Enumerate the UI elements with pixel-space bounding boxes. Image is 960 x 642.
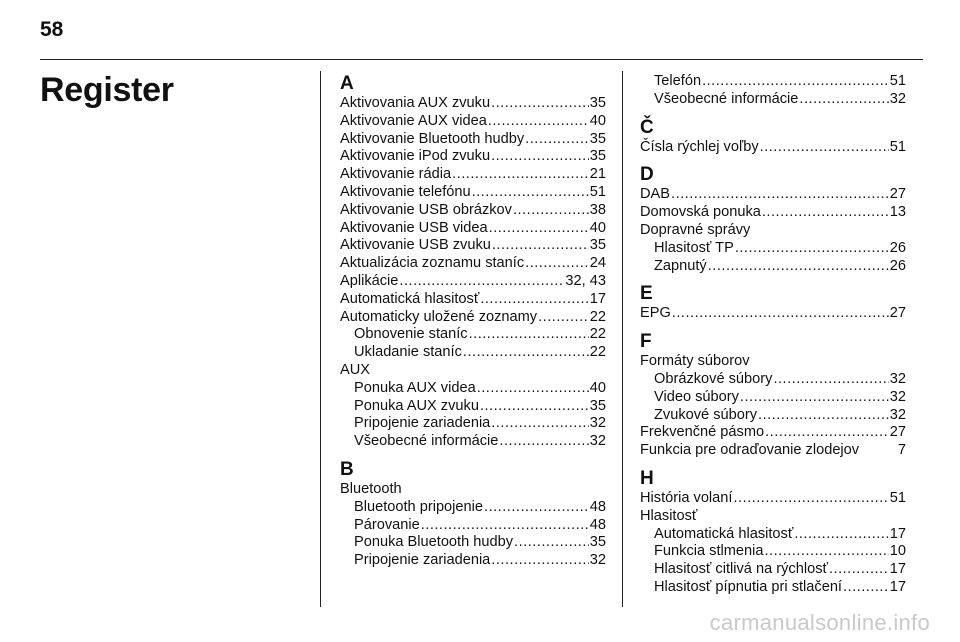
- entry-label: Aktivovanie AUX videa: [340, 112, 487, 129]
- index-subentry: [640, 240, 906, 258]
- index-subentry: [640, 371, 906, 389]
- index-entry: [640, 186, 906, 204]
- entry-page-number: 35: [589, 130, 606, 147]
- entry-page-number: 22: [589, 344, 606, 361]
- entry-label: Aplikácie: [340, 272, 399, 289]
- entry-label: Video súbory: [654, 388, 739, 405]
- entry-label: Hlasitosť TP: [654, 239, 734, 256]
- index-letter-heading: D: [640, 164, 654, 186]
- entry-label: Zapnutý: [654, 257, 707, 274]
- dot-leader: [499, 433, 588, 451]
- entry-page-number: 26: [889, 239, 906, 256]
- watermark: carmanualsonline.info: [709, 610, 930, 635]
- entry-label: Formáty súborov: [640, 353, 750, 370]
- dot-leader: [492, 237, 589, 255]
- entry-label: Automaticky uložené zoznamy: [340, 308, 538, 325]
- entry-page-number: 22: [589, 308, 606, 325]
- dot-leader: [480, 398, 589, 416]
- entry-label: Párovanie: [354, 516, 420, 533]
- entry-label: Bluetooth pripojenie: [354, 498, 484, 515]
- entry-label: Obnovenie staníc: [354, 326, 468, 343]
- entry-label: Pripojenie zariadenia: [354, 552, 491, 569]
- dot-leader: [733, 490, 888, 508]
- dot-leader: [740, 389, 889, 407]
- dot-leader: [765, 543, 889, 561]
- entry-page-number: 48: [589, 516, 606, 533]
- entry-label: Aktivovanie USB videa: [340, 219, 488, 236]
- index-letter-heading: Č: [640, 116, 654, 138]
- entry-label: Domovská ponuka: [640, 204, 761, 221]
- dot-leader: [672, 305, 889, 323]
- entry-label: Aktualizácia zoznamu staníc: [340, 255, 525, 272]
- index-subentry: [340, 517, 606, 535]
- index-letter-heading: E: [640, 283, 653, 305]
- entry-page-number: 27: [889, 424, 906, 441]
- entry-label: Pripojenie zariadenia: [354, 415, 491, 432]
- entry-page-number: 10: [889, 543, 906, 560]
- entry-label: Funkcia stlmenia: [654, 543, 764, 560]
- entry-page-number: 35: [589, 397, 606, 414]
- entry-label: Automatická hlasitosť: [340, 290, 480, 307]
- index-subentry: [340, 326, 606, 344]
- dot-leader: [799, 91, 888, 109]
- entry-label: Hlasitosť: [640, 507, 698, 524]
- index-subentry: [340, 552, 606, 570]
- entry-label: Všeobecné informácie: [354, 433, 499, 450]
- page-number: 58: [40, 18, 64, 41]
- entry-label: Funkcia pre odraďovanie zlodejov: [640, 442, 860, 459]
- entry-page-number: 51: [889, 138, 906, 155]
- dot-leader: [488, 113, 589, 131]
- index-entry: [340, 255, 606, 273]
- entry-page-number: 40: [589, 379, 606, 396]
- index-letter-heading: F: [640, 331, 652, 353]
- entry-label: Aktivovanie Bluetooth hudby: [340, 130, 525, 147]
- dot-leader: [708, 258, 889, 276]
- index-subentry: [340, 398, 606, 416]
- entry-label: Aktivovanie telefónu: [340, 183, 471, 200]
- entry-label: Frekvenčné pásmo: [640, 424, 765, 441]
- entry-page-number: 32: [889, 90, 906, 107]
- column-divider: [320, 71, 321, 607]
- entry-page-number: 32: [889, 388, 906, 405]
- entry-page-number: 32: [889, 370, 906, 387]
- index-entry: [640, 508, 906, 526]
- entry-page-number: 35: [589, 148, 606, 165]
- dot-leader: [491, 148, 589, 166]
- entry-label: Dopravné správy: [640, 221, 751, 238]
- entry-page-number: 32, 43: [565, 272, 606, 289]
- index-entry: [340, 95, 606, 113]
- entry-page-number: 17: [589, 290, 606, 307]
- index-entry: [640, 204, 906, 222]
- index-entry: [340, 291, 606, 309]
- column-divider: [622, 71, 623, 607]
- entry-page-number: 40: [589, 219, 606, 236]
- header-rule: [40, 59, 923, 60]
- dot-leader: [463, 344, 589, 362]
- index-entry: [640, 490, 906, 508]
- index-subentry: [340, 380, 606, 398]
- entry-label: Aktivovanie rádia: [340, 166, 452, 183]
- dot-leader: [480, 291, 588, 309]
- entry-page-number: 35: [589, 534, 606, 551]
- dot-leader: [484, 499, 589, 517]
- index-entry: [640, 353, 906, 371]
- entry-label: Ponuka Bluetooth hudby: [354, 534, 514, 551]
- index-entry: [340, 237, 606, 255]
- entry-page-number: 27: [889, 186, 906, 203]
- entry-page-number: 32: [589, 415, 606, 432]
- index-entry: [340, 220, 606, 238]
- index-entry: [640, 424, 906, 442]
- index-entry: [340, 202, 606, 220]
- entry-page-number: 32: [889, 406, 906, 423]
- entry-label: EPG: [640, 305, 671, 322]
- index-subentry: [640, 561, 906, 579]
- dot-leader: [843, 579, 889, 597]
- index-entry: [640, 305, 906, 323]
- dot-leader: [765, 424, 889, 442]
- entry-page-number: 13: [889, 204, 906, 221]
- entry-page-number: 17: [889, 561, 906, 578]
- entry-label: Hlasitosť pípnutia pri stlačení: [654, 578, 842, 595]
- entry-page-number: 48: [589, 498, 606, 515]
- index-entry: [340, 113, 606, 131]
- entry-label: Ukladanie staníc: [354, 344, 462, 361]
- dot-leader: [760, 139, 889, 157]
- entry-page-number: 40: [589, 112, 606, 129]
- dot-leader: [538, 309, 589, 327]
- dot-leader: [491, 552, 588, 570]
- entry-label: DAB: [640, 186, 671, 203]
- entry-page-number: 21: [589, 166, 606, 183]
- index-subentry: [640, 258, 906, 276]
- dot-leader: [452, 166, 589, 184]
- dot-leader: [514, 534, 589, 552]
- index-entry: [640, 222, 906, 240]
- dot-leader: [469, 326, 589, 344]
- index-subentry: [640, 579, 906, 597]
- index-entry: [640, 139, 906, 157]
- index-subentry: [340, 534, 606, 552]
- index-entry: [340, 166, 606, 184]
- entry-page-number: 35: [589, 95, 606, 111]
- page-title: Register: [40, 71, 174, 109]
- index-column-1: [340, 73, 606, 570]
- dot-leader: [762, 204, 889, 222]
- dot-leader: [702, 73, 889, 91]
- index-subentry: [340, 415, 606, 433]
- entry-page-number: 17: [889, 525, 906, 542]
- index-entry: [340, 184, 606, 202]
- index-entry: [340, 131, 606, 149]
- entry-label: Telefón: [654, 73, 702, 89]
- index-subentry: [640, 91, 906, 109]
- entry-page-number: 51: [889, 489, 906, 506]
- dot-leader: [794, 526, 888, 544]
- index-subentry: [340, 499, 606, 517]
- index-entry: [340, 309, 606, 327]
- entry-label: AUX: [340, 361, 371, 378]
- dot-leader: [735, 240, 889, 258]
- entry-label: Aktivovanie iPod zvuku: [340, 148, 491, 165]
- dot-leader: [525, 255, 589, 273]
- entry-label: Ponuka AUX zvuku: [354, 397, 479, 414]
- dot-leader: [489, 220, 589, 238]
- index-letter-heading: H: [640, 467, 654, 489]
- index-subentry: [640, 407, 906, 425]
- index-subentry: [340, 344, 606, 362]
- index-subentry: [640, 389, 906, 407]
- index-letter-heading: B: [340, 458, 354, 480]
- entry-page-number: 7: [897, 442, 906, 459]
- dot-leader: [491, 95, 589, 113]
- dot-leader: [671, 186, 889, 204]
- index-subentry: [340, 433, 606, 451]
- dot-leader: [421, 517, 589, 535]
- entry-page-number: 51: [589, 183, 606, 200]
- index-entry: [340, 481, 606, 499]
- index-subentry: [640, 73, 906, 91]
- entry-label: Čísla rýchlej voľby: [640, 138, 759, 155]
- entry-page-number: 51: [889, 73, 906, 89]
- entry-page-number: 26: [889, 257, 906, 274]
- index-subentry: [640, 543, 906, 561]
- entry-label: Všeobecné informácie: [654, 90, 799, 107]
- entry-page-number: 17: [889, 578, 906, 595]
- index-entry: [340, 362, 606, 380]
- index-letter-heading: A: [340, 73, 354, 94]
- index-subentry: [640, 526, 906, 544]
- dot-leader: [773, 371, 888, 389]
- dot-leader: [829, 561, 889, 579]
- entry-label: História volaní: [640, 489, 733, 506]
- entry-page-number: 35: [589, 237, 606, 254]
- entry-label: Aktivovania AUX zvuku: [340, 95, 491, 111]
- dot-leader: [472, 184, 589, 202]
- entry-label: Bluetooth: [340, 480, 402, 497]
- entry-page-number: 32: [589, 433, 606, 450]
- entry-label: Zvukové súbory: [654, 406, 758, 423]
- entry-label: Aktivovanie USB zvuku: [340, 237, 491, 254]
- entry-label: Obrázkové súbory: [654, 370, 773, 387]
- index-entry: [340, 148, 606, 166]
- dot-leader: [477, 380, 589, 398]
- entry-page-number: 24: [589, 255, 606, 272]
- entry-label: Aktivovanie USB obrázkov: [340, 201, 512, 218]
- entry-page-number: 38: [589, 201, 606, 218]
- dot-leader: [758, 407, 889, 425]
- dot-leader: [525, 131, 589, 149]
- entry-page-number: 22: [589, 326, 606, 343]
- entry-label: Hlasitosť citlivá na rýchlosť: [654, 561, 828, 578]
- entry-label: Ponuka AUX videa: [354, 379, 476, 396]
- index-entry: [640, 442, 906, 460]
- entry-label: Automatická hlasitosť: [654, 525, 794, 542]
- dot-leader: [491, 415, 588, 433]
- dot-leader: [513, 202, 589, 220]
- dot-leader: [399, 273, 564, 291]
- entry-page-number: 32: [589, 552, 606, 569]
- index-column-2: [640, 73, 906, 597]
- entry-page-number: 27: [889, 305, 906, 322]
- index-entry: [340, 273, 606, 291]
